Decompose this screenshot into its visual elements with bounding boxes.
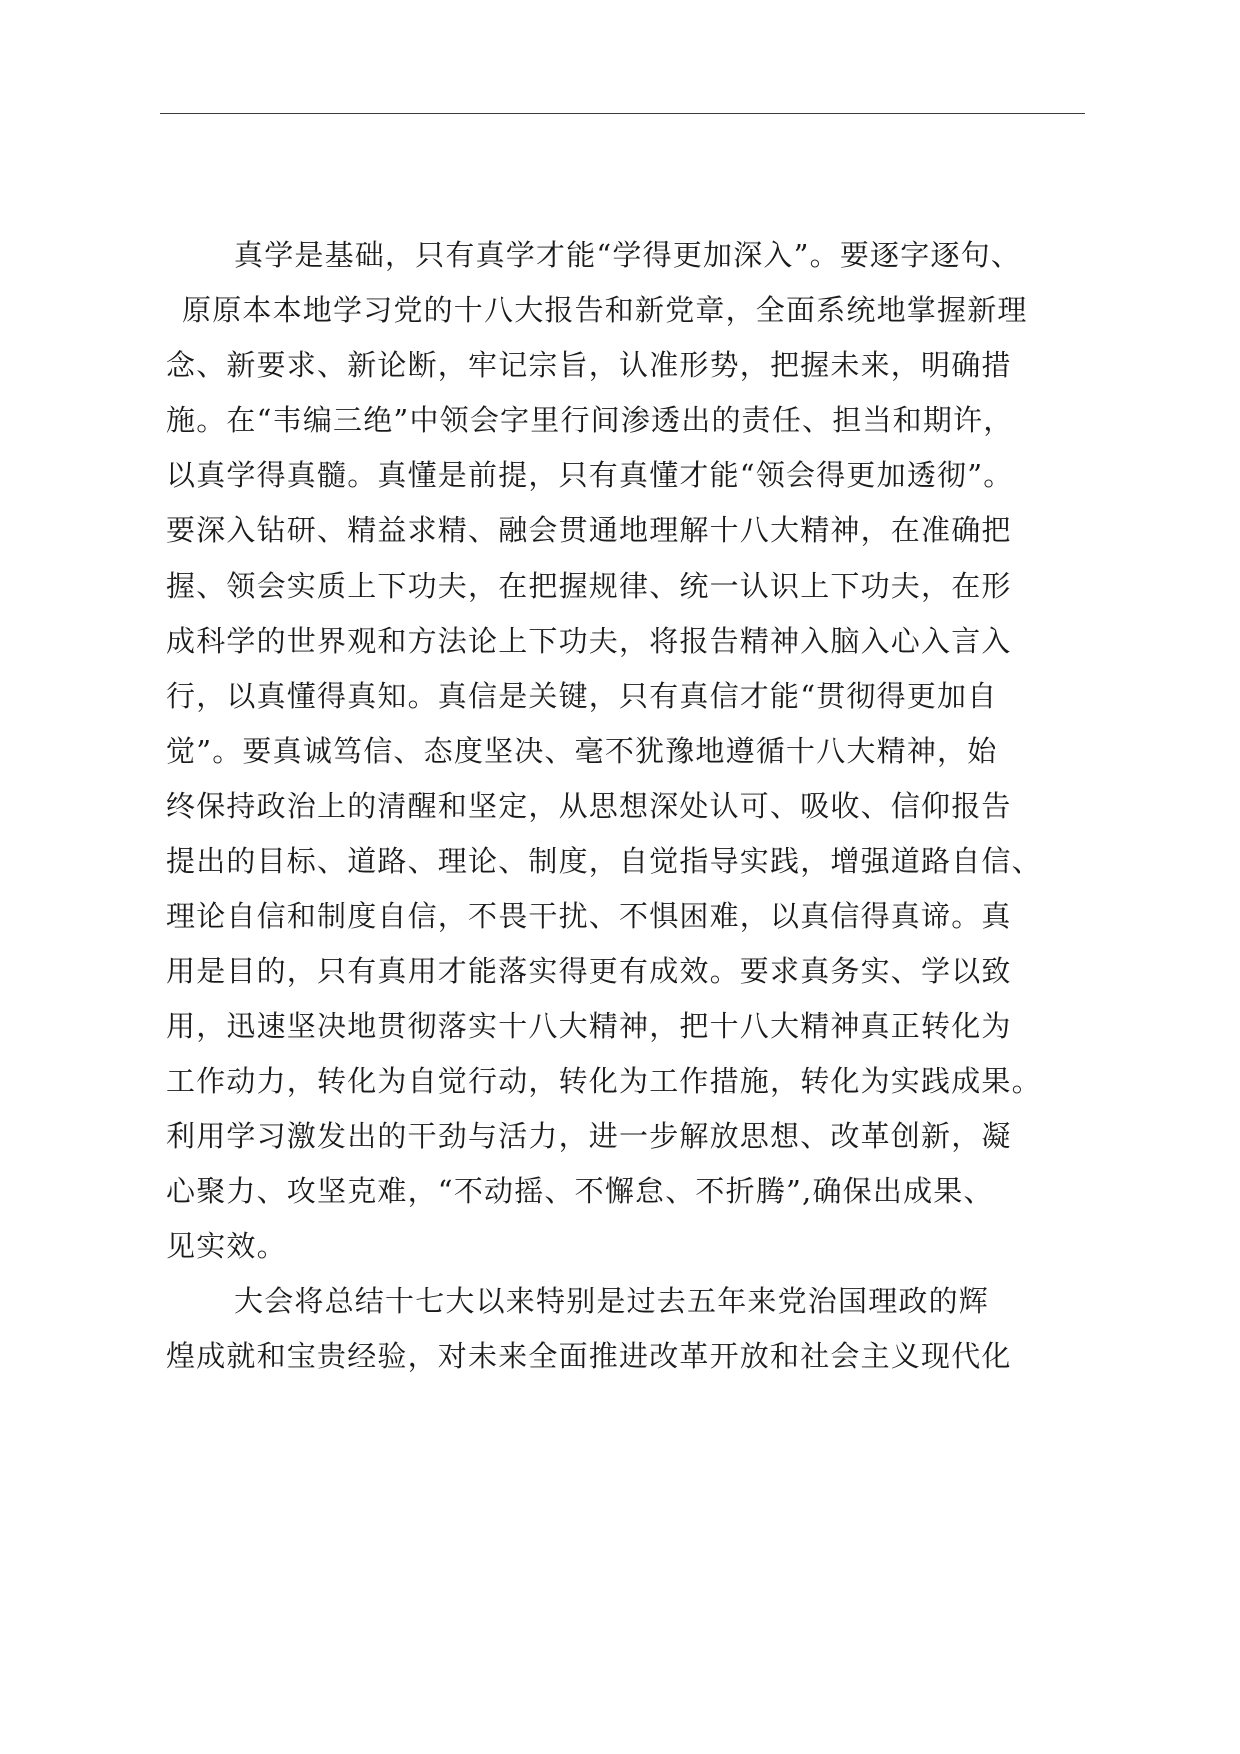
paragraph-1-line: 念、新要求、新论断，牢记宗旨，认准形势，把握未来，明确措 <box>166 348 1012 382</box>
paragraph-1-line: 行，以真懂得真知。真信是关键，只有真信才能“贯彻得更加自 <box>166 679 998 713</box>
paragraph-1-line: 心聚力、攻坚克难，“不动摇、不懈怠、不折腾”,确保出成果、 <box>166 1174 994 1208</box>
paragraph-1-line: 握、领会实质上下功夫，在把握规律、统一认识上下功夫，在形 <box>166 569 1012 603</box>
paragraph-1-line: 利用学习激发出的干劲与活力，进一步解放思想、改革创新，凝 <box>166 1119 1012 1153</box>
paragraph-1-line: 理论自信和制度自信，不畏干扰、不惧困难，以真信得真谛。真 <box>166 899 1012 933</box>
paragraph-1-line: 成科学的世界观和方法论上下功夫，将报告精神入脑入心入言入 <box>166 624 1012 658</box>
paragraph-1-line: 用，迅速坚决地贯彻落实十八大精神，把十八大精神真正转化为 <box>166 1009 1012 1043</box>
paragraph-1-line: 以真学得真髓。真懂是前提，只有真懂才能“领会得更加透彻”。 <box>166 458 1014 492</box>
paragraph-1-line: 觉”。要真诚笃信、态度坚决、毫不犹豫地遵循十八大精神，始 <box>166 734 998 768</box>
paragraph-1-line: 用是目的，只有真用才能落实得更有成效。要求真务实、学以致 <box>166 954 1012 988</box>
paragraph-1-line: 原原本本地学习党的十八大报告和新党章，全面系统地掌握新理 <box>182 293 1028 327</box>
paragraph-1-line: 要深入钻研、精益求精、融会贯通地理解十八大精神，在准确把 <box>166 513 1012 547</box>
paragraph-1-line: 提出的目标、道路、理论、制度，自觉指导实践，增强道路自信、 <box>166 844 1042 878</box>
paragraph-1-line: 工作动力，转化为自觉行动，转化为工作措施，转化为实践成果。 <box>166 1064 1042 1098</box>
paragraph-2-line: 煌成就和宝贵经验，对未来全面推进改革开放和社会主义现代化 <box>166 1339 1012 1373</box>
paragraph-1-line: 终保持政治上的清醒和坚定，从思想深处认可、吸收、信仰报告 <box>166 789 1012 823</box>
paragraph-1-line: 施。在“韦编三绝”中领会字里行间渗透出的责任、担当和期许， <box>166 403 1014 437</box>
paragraph-1-line: 真学是基础，只有真学才能“学得更加深入”。要逐字逐句、 <box>234 238 1022 272</box>
header-rule <box>160 113 1085 114</box>
paragraph-1-line: 见实效。 <box>166 1229 287 1263</box>
paragraph-2-line: 大会将总结十七大以来特别是过去五年来党治国理政的辉 <box>234 1284 990 1318</box>
